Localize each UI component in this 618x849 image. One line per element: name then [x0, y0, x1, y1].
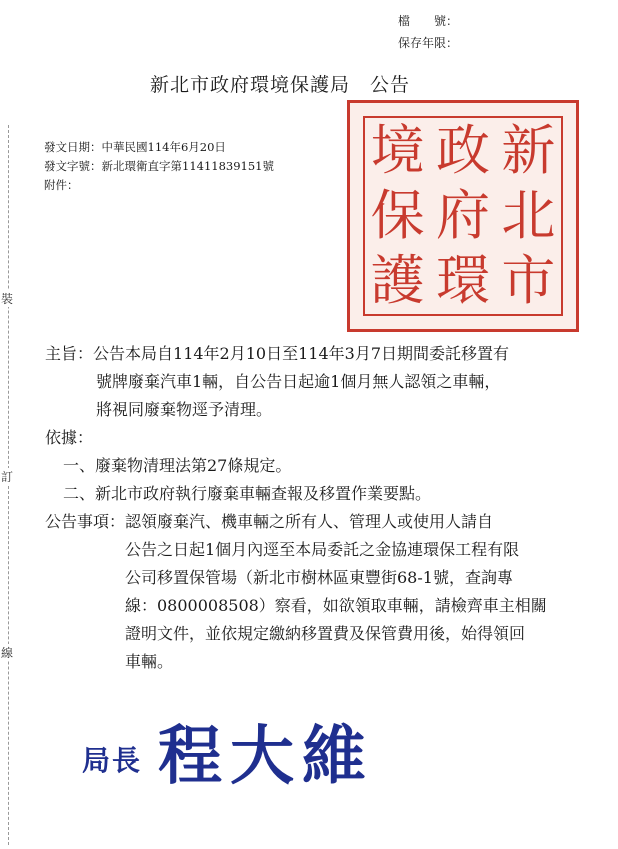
attachment-row	[44, 176, 274, 195]
basis-label: 依據：	[45, 428, 94, 447]
notice-line: 車輛。	[125, 652, 174, 671]
director-signature	[82, 705, 374, 797]
issue-date-value: 中華民國114年6月20日	[101, 140, 226, 154]
seal-char: 府	[436, 183, 491, 247]
basis-item: 二、新北市政府執行廢棄車輛查報及移置作業要點。	[63, 484, 432, 503]
attachment-label: 附件：	[44, 178, 79, 192]
doc-number-label: 發文字號：	[44, 159, 102, 173]
doc-number-value: 新北環衛直字第11411839151號	[101, 159, 274, 173]
file-number-label: 檔 號：	[398, 14, 459, 28]
seal-char: 環	[436, 249, 491, 313]
file-number-row	[398, 10, 458, 32]
subject-section	[45, 340, 509, 424]
notice-line	[45, 508, 547, 536]
seal-char: 新	[501, 118, 556, 182]
issue-date-label: 發文日期：	[44, 140, 102, 154]
file-meta	[398, 10, 458, 54]
notice-line: 證明文件，並依規定繳納移置費及保管費用後，始得領回	[125, 624, 526, 643]
binding-mark-xian: 線	[0, 646, 13, 660]
doc-number-row	[44, 157, 274, 176]
basis-item: 一、廢棄物清理法第27條規定。	[63, 456, 292, 475]
notice-line: 線：0800008508）察看，如欲領取車輛，請檢齊車主相關	[125, 596, 547, 615]
subject-line: 將視同廢棄物逕予清理。	[96, 400, 273, 419]
notice-line: 公司移置保管場（新北市樹林區東豐街68-1號，查詢專	[125, 568, 513, 587]
official-seal	[347, 100, 579, 332]
seal-char: 市	[501, 249, 556, 313]
basis-section	[45, 424, 431, 508]
doc-info	[44, 138, 274, 195]
issue-date-row	[44, 138, 274, 157]
subject-line	[45, 340, 509, 368]
subject-text: 公告本局自114年2月10日至114年3月7日期間委託移置有	[93, 344, 509, 363]
signature-name: 程大維	[158, 719, 375, 794]
seal-grid	[363, 116, 563, 316]
binding-line	[8, 125, 9, 845]
subject-line: 號牌廢棄汽車1輛，自公告日起逾1個月無人認領之車輛，	[96, 372, 501, 391]
signature-title: 局長	[82, 744, 143, 777]
seal-char: 政	[436, 118, 491, 182]
notice-line: 公告之日起1個月內逕至本局委託之金協連環保工程有限	[125, 540, 520, 559]
seal-char: 保	[370, 183, 425, 247]
page-title: 新北市政府環境保護局 公告	[150, 74, 411, 96]
notice-label: 公告事項：	[45, 512, 126, 531]
binding-mark-zhuang: 裝	[0, 292, 13, 306]
notice-section	[45, 508, 547, 676]
seal-char: 北	[501, 183, 556, 247]
seal-char: 境	[370, 118, 425, 182]
retention-row	[398, 32, 458, 54]
subject-label: 主旨：	[45, 344, 94, 363]
binding-mark-ding: 訂	[0, 470, 13, 484]
notice-text: 認領廢棄汽、機車輛之所有人、管理人或使用人請自	[125, 512, 494, 531]
retention-label: 保存年限：	[398, 36, 459, 50]
seal-char: 護	[370, 249, 425, 313]
